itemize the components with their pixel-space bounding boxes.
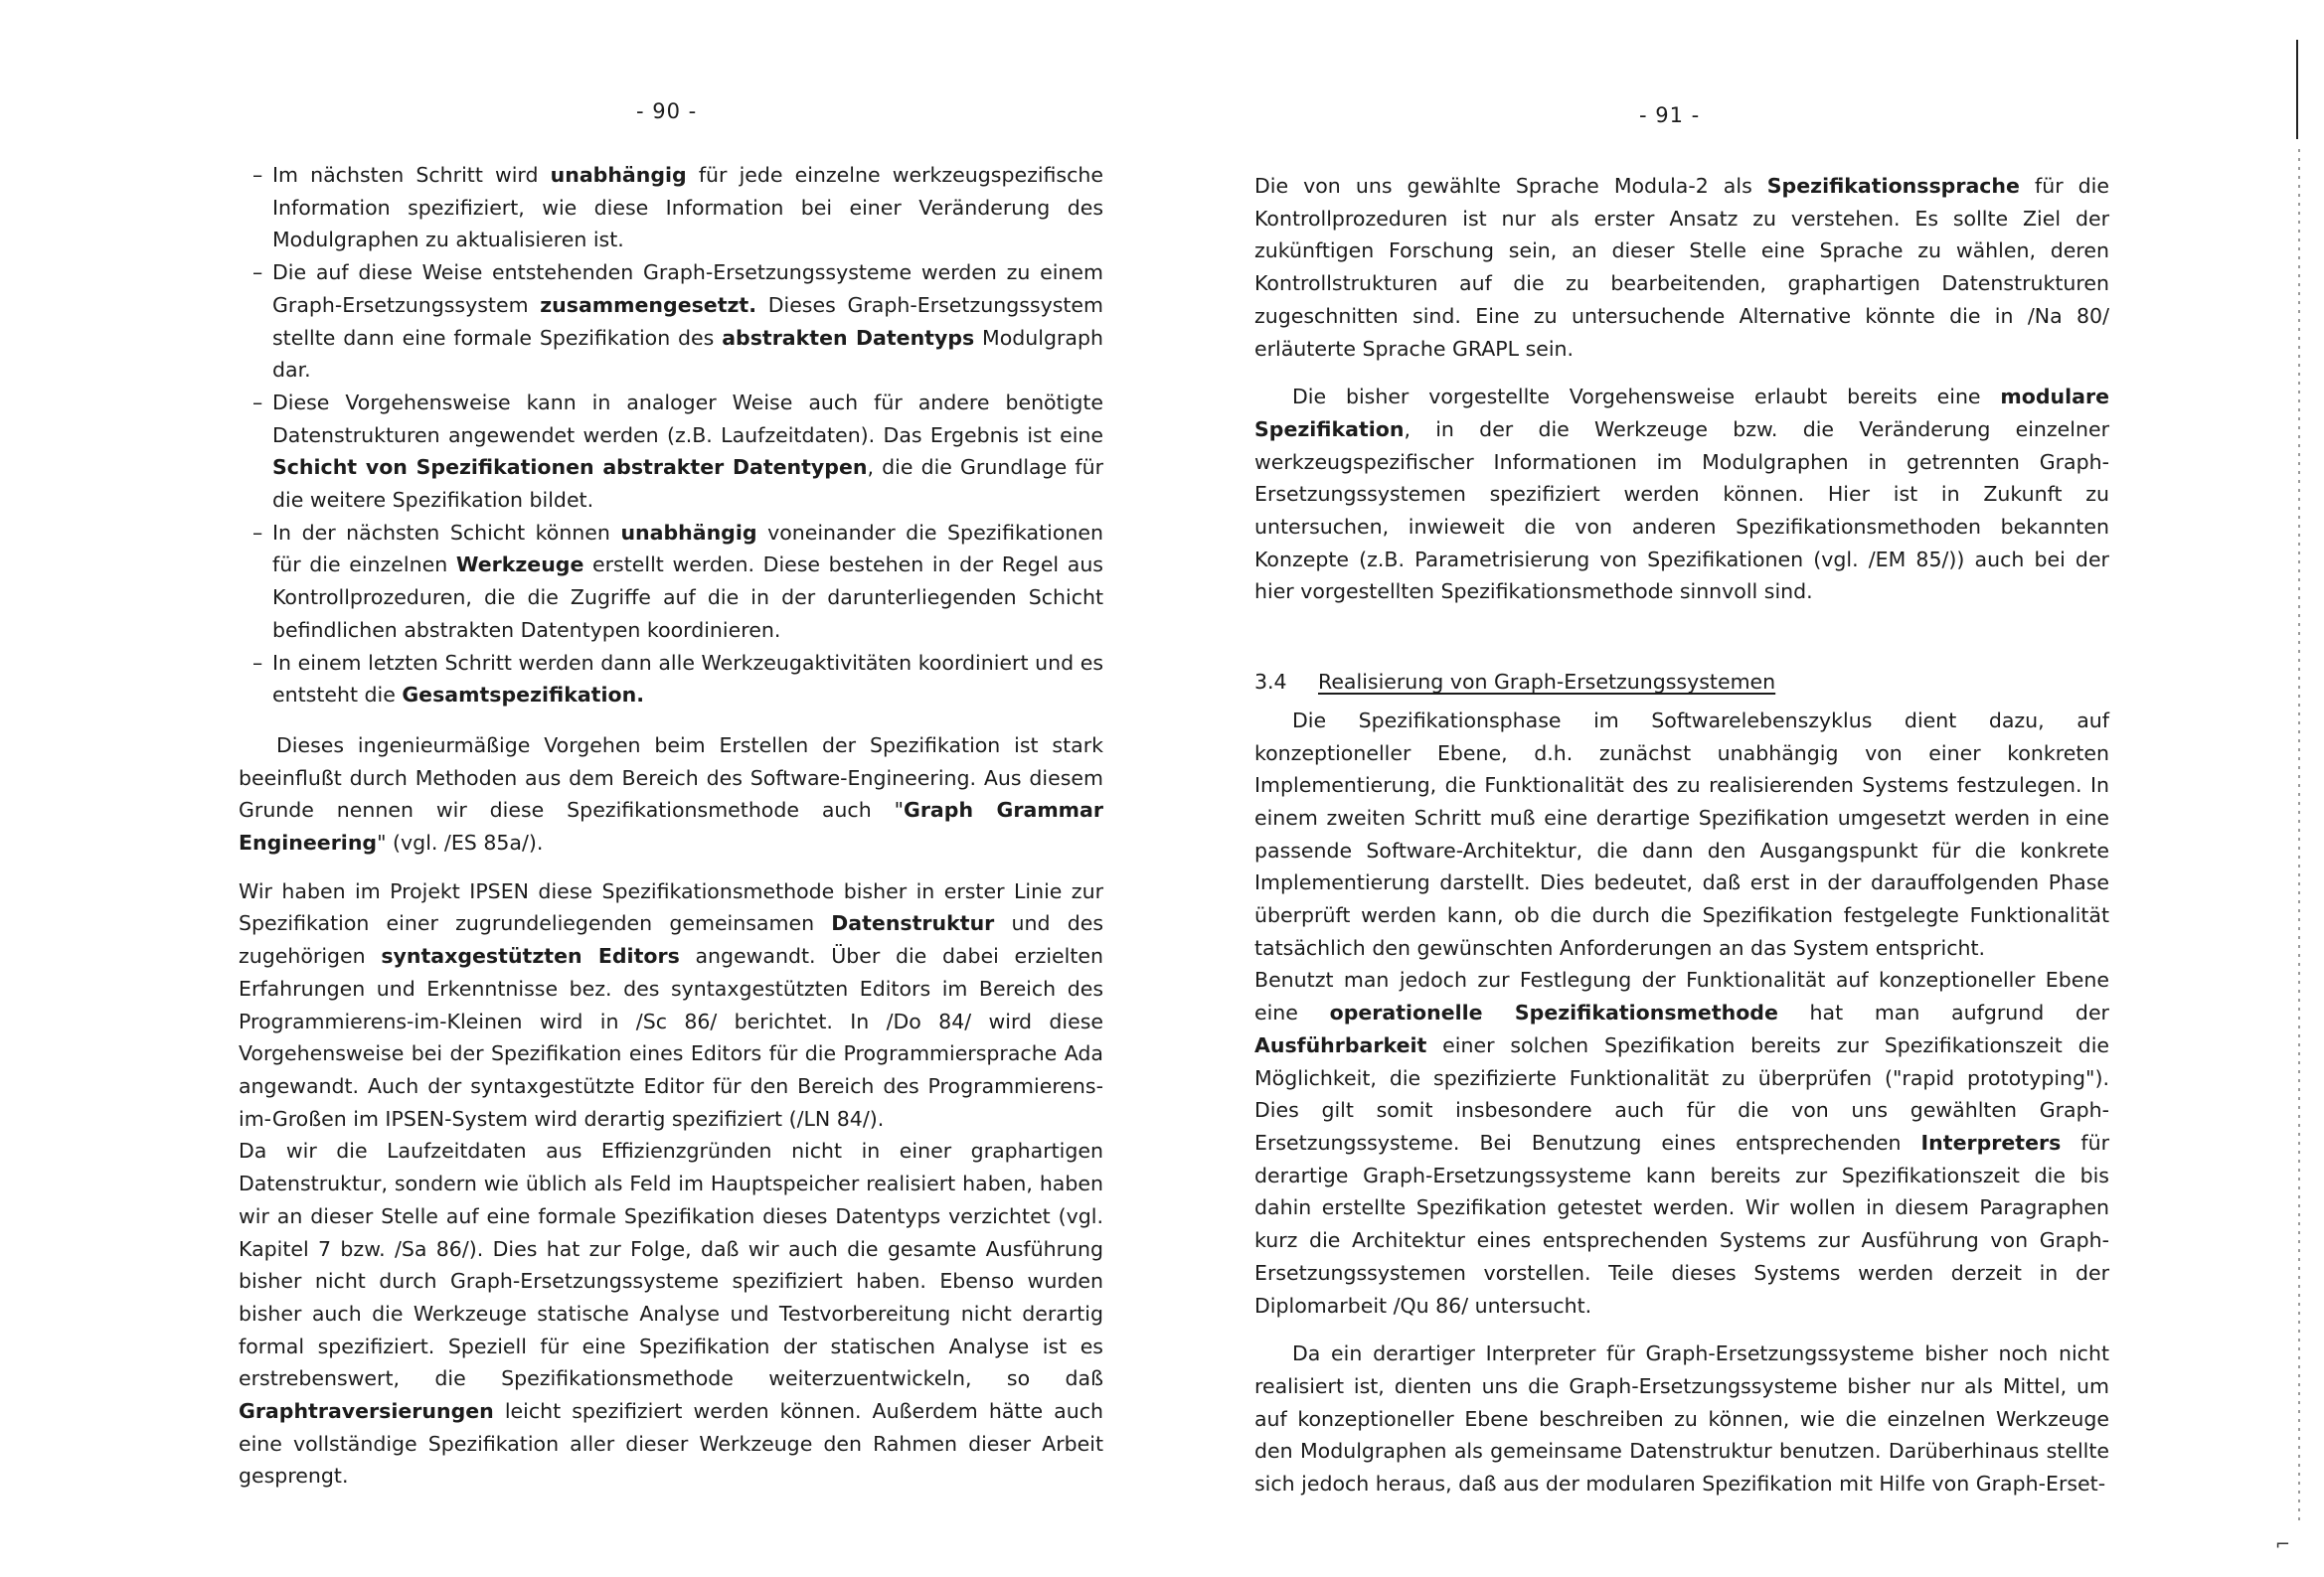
text-run: hat man aufgrund der bbox=[1777, 1001, 2109, 1025]
text-run: Dieses ingenieurmäßige Vorgehen beim Erstellen der Spezifikation ist stark beeinflußt durch Methoden aus dem Bereich des Software-Engineering. Aus diesem Grunde nennen wir diese Spezifikationsmethode auch " bbox=[239, 732, 1103, 823]
text-column bbox=[239, 159, 1103, 1508]
text-run: In der nächsten Schicht können bbox=[272, 520, 621, 545]
section-heading bbox=[1254, 666, 2109, 699]
bold-term: Gesamtspezifikation. bbox=[402, 683, 644, 708]
text-run: einer solchen Spezifikation bereits zur Spezifikationszeit die Möglichkeit, die spezifizierte Funktionalität zu überprüfen ("rapid prototyping"). Dies gilt somit insbesondere auch für die von uns gewählten Graph-Ersetzungssysteme. Bei Benutzung eines entsprechenden bbox=[1254, 1032, 2109, 1155]
paragraph bbox=[1254, 1338, 2109, 1500]
bold-term: Schicht von Spezifikationen abstrakter Datentypen bbox=[272, 455, 868, 480]
text-run: Diese Vorgehensweise kann in analoger Weise auch für andere benötigte Datenstrukturen angewendet werden (z.B. Laufzeitdaten). Das Ergebnis ist eine bbox=[272, 390, 1103, 447]
section-title: Realisierung von Graph-Ersetzungssystemen bbox=[1318, 670, 1776, 695]
bold-term: syntaxgestützten Editors bbox=[381, 944, 680, 969]
text-run: Modulgraph dar. bbox=[272, 325, 1103, 383]
bold-term: Datenstruktur bbox=[831, 911, 995, 936]
text-run: In einem letzten Schritt werden dann alle Werkzeugaktivitäten koordiniert und es entsteht die bbox=[272, 650, 1103, 708]
text-run: Im nächsten Schritt wird bbox=[272, 163, 551, 187]
paragraph bbox=[1254, 964, 2109, 1322]
right-page bbox=[1162, 0, 2324, 1577]
bold-term: Werkzeuge bbox=[455, 552, 584, 577]
text-run: , in der die Werkzeuge bzw. die Veränderung einzelner werkzeugspezifischer Informationen im Modulgraphen in getrennten Graph-Ersetzungssystemen spezifiziert werden können. Hier ist in Zukunft zu untersuchen, inwieweit die von anderen Spezifikationsmethoden bekannten Konzepte (z.B. Parametrisierung von Spezifikationen (vgl. /EM 85/)) auch bei der hier vorgestellten Spezifikationsmethode sinnvoll sind. bbox=[1254, 416, 2109, 604]
paragraph bbox=[1254, 170, 2109, 365]
text-run: für die Kontrollprozeduren ist nur als erster Ansatz zu verstehen. Es sollte Ziel der zukünftigen Forschung sein, an dieser Stelle eine Sprache zu wählen, deren Kontrollstrukturen auf die zu bearbeitenden, graphartigen Datenstrukturen zugeschnitten sind. Eine zu untersuchende Alternative könnte die in /Na 80/ erläuterte Sprache GRAPL sein. bbox=[1254, 174, 2109, 361]
page-number: - 90 - bbox=[636, 99, 698, 123]
bold-term: Spezifikationssprache bbox=[1766, 174, 2020, 198]
paragraph bbox=[1254, 705, 2109, 965]
paragraph-group bbox=[1254, 705, 2109, 1500]
text-run: , die die Grundlage für die weitere Spezifikation bildet. bbox=[272, 455, 1103, 513]
text-run: für jede einzelne werkzeugspezifische Information spezifiziert, wie diese Information bei einer Veränderung des Modulgraphen zu aktualisieren ist. bbox=[272, 163, 1103, 252]
page-number: - 91 - bbox=[1639, 103, 1701, 127]
bold-term: zusammengesetzt. bbox=[540, 292, 757, 317]
paragraph bbox=[239, 875, 1103, 1136]
corner-mark: ⌐ bbox=[2274, 1534, 2290, 1555]
bold-term: unabhängig bbox=[550, 163, 687, 187]
bold-term: abstrakten Datentyps bbox=[722, 325, 975, 350]
text-run: für derartige Graph-Ersetzungssysteme kann bereits zur Spezifikationszeit die bis dahin erstellte Spezifikation getestet werden. Wir wollen in diesem Paragraphen kurz die Architektur eines entsprechenden Systems zur Ausführung von Graph-Ersetzungssystemen vorstellen. Teile dieses Systems werden derzeit in der Diplomarbeit /Qu 86/ untersucht. bbox=[1254, 1130, 2109, 1318]
dash-list bbox=[239, 159, 1103, 711]
text-run: Die von uns gewählte Sprache Modula-2 als bbox=[1254, 174, 1767, 198]
paragraph bbox=[1254, 381, 2109, 608]
bold-term: Interpreters bbox=[1920, 1130, 2062, 1155]
list-item bbox=[239, 387, 1103, 517]
text-run: Da wir die Laufzeitdaten aus Effizienzgründen nicht in einer graphartigen Datenstruktur, sondern wie üblich als Feld im Hauptspeicher realisiert haben, haben wir an dieser Stelle auf eine formale Spezifikation dieses Datentyps verzichtet (vgl. Kapitel 7 bzw. /Sa 86/). Dies hat zur Folge, daß wir auch die gesamte Ausführung bisher nicht durch Graph-Ersetzungssysteme spezifiziert haben. Ebenso wurden bisher auch die Werkzeuge statische Analyse und Testvorbereitung nicht derartig formal spezifiziert. Speziell für eine Spezifikation der statischen Analyse ist es erstrebenswert, die Spezifikationsmethode weiterzuentwickeln, so daß bbox=[239, 1139, 1103, 1391]
text-run: und des zugehörigen bbox=[239, 911, 1103, 969]
text-run: Benutzt man jedoch zur Festlegung der Funktionalität auf konzeptioneller Ebene eine bbox=[1254, 968, 2109, 1025]
list-item bbox=[239, 517, 1103, 647]
paragraph bbox=[239, 1135, 1103, 1493]
bold-term: Graphtraversierungen bbox=[239, 1399, 494, 1424]
text-column bbox=[1254, 170, 2109, 1516]
text-run: erstellt werden. Diese bestehen in der Regel aus Kontrollprozeduren, die die Zugriffe auf die in der darunterliegenden Schicht befindlichen abstrakten Datentypen koordinieren. bbox=[272, 552, 1103, 642]
paragraph-group bbox=[239, 729, 1103, 1493]
text-run: leicht spezifiziert werden können. Außerdem hätte auch eine vollständige Spezifikation aller dieser Werkzeuge den Rahmen dieser Arbeit gesprengt. bbox=[239, 1399, 1103, 1489]
page-edge-scan-mark bbox=[2296, 40, 2302, 1530]
section-number: 3.4 bbox=[1254, 670, 1287, 695]
text-run: Die bisher vorgestellte Vorgehensweise erlaubt bereits eine bbox=[1292, 385, 2001, 409]
bold-term: operationelle Spezifikationsmethode bbox=[1329, 1001, 1778, 1025]
paragraph bbox=[239, 729, 1103, 860]
text-run: " (vgl. /ES 85a/). bbox=[377, 831, 544, 856]
bold-term: modulare Spezifikation bbox=[1254, 385, 2109, 441]
text-run: Dieses Graph-Ersetzungssystem stellte dann eine formale Spezifikation des bbox=[272, 292, 1104, 350]
text-run: Die Spezifikationsphase im Softwarelebenszyklus dient dazu, auf konzeptioneller Ebene, d.h. zunächst unabhängig von einer konkreten Implementierung, die Funktionalität des zu realisierenden Systems festzulegen. In einem zweiten Schritt muß eine derartige Spezifikation umgesetzt werden in eine passende Software-Architektur, die dann den Ausgangspunkt für die konkrete Implementierung darstellt. Dies bedeutet, daß erst in der darauffolgenden Phase überprüft werden kann, ob die durch die Spezifikation festgelegte Funktionalität tatsächlich den gewünschten Anforderungen an das System entspricht. bbox=[1254, 708, 2109, 960]
list-item bbox=[239, 256, 1103, 387]
list-item bbox=[239, 647, 1103, 711]
text-run: Da ein derartiger Interpreter für Graph-Ersetzungssysteme bisher noch nicht realisiert ist, dienten uns die Graph-Ersetzungssysteme bisher nur als Mittel, um auf konzeptioneller Ebene beschreiben zu können, wie die einzelnen Werkzeuge den Modulgraphen als gemeinsame Datenstruktur benutzen. Darüberhinaus stellte sich jedoch heraus, daß aus der modularen Spezifikation mit Hilfe von Graph-Erset- bbox=[1254, 1341, 2109, 1497]
bold-term: Graph Grammar Engineering bbox=[239, 798, 1103, 856]
text-run: Die auf diese Weise entstehenden Graph-Ersetzungssysteme werden zu einem Graph-Ersetzungssystem bbox=[272, 260, 1103, 317]
text-run: voneinander die Spezifikationen für die einzelnen bbox=[272, 520, 1103, 577]
paragraph-group bbox=[1254, 170, 2109, 608]
text-run: angewandt. Über die dabei erzielten Erfahrungen und Erkenntnisse bez. des syntaxgestützten Editors im Bereich des Programmierens-im-Kleinen wird in /Sc 86/ berichtet. In /Do 84/ wird diese Vorgehensweise bei der Spezifikation eines Editors für die Programmiersprache Ada angewandt. Auch der syntaxgestützte Editor für den Bereich des Programmierens-im-Großen im IPSEN-System wird derartig spezifiziert (/LN 84/). bbox=[239, 944, 1104, 1131]
text-run: Wir haben im Projekt IPSEN diese Spezifikationsmethode bisher in erster Linie zur Spezifikation einer zugrundeliegenden gemeinsamen bbox=[239, 878, 1103, 936]
bold-term: unabhängig bbox=[620, 520, 757, 545]
bold-term: Ausführbarkeit bbox=[1254, 1032, 1427, 1057]
list-item bbox=[239, 159, 1103, 256]
